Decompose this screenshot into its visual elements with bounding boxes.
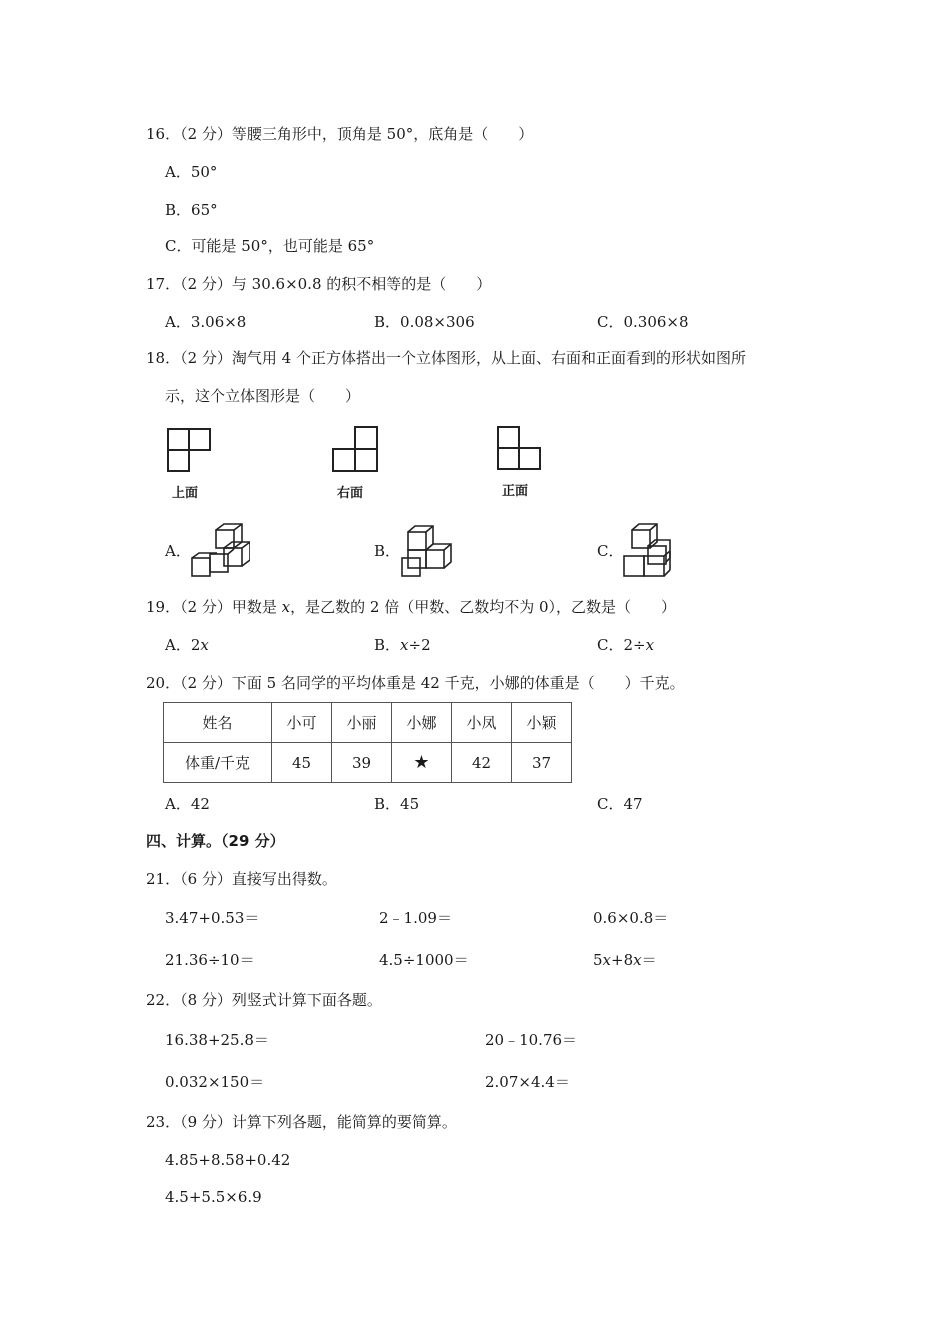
table-row	[164, 743, 572, 783]
q21-expr-3: 0.6×0.8＝	[593, 909, 669, 927]
q19-a-pre: A．2	[165, 636, 201, 654]
q18-option-c: C．	[597, 542, 624, 560]
q17-option-c: C．0.306×8	[597, 313, 689, 331]
table-cell: 小颖	[512, 703, 572, 743]
q19-stem	[146, 597, 676, 617]
q22-expr-4: 2.07×4.4＝	[485, 1073, 570, 1091]
q21-e6-b: +8	[611, 951, 634, 969]
q21-expr-6	[593, 950, 657, 970]
q16-option-a: A．50°	[165, 163, 218, 181]
weight-table	[163, 702, 572, 783]
table-cell: 37	[512, 743, 572, 783]
table-cell: 42	[452, 743, 512, 783]
q21-expr-1: 3.47+0.53＝	[165, 909, 260, 927]
q20-option-b: B．45	[374, 795, 420, 813]
top-view-label: 上面	[172, 486, 199, 501]
q21-e6-var2: x	[633, 951, 642, 969]
q23-stem: 23．（9 分）计算下列各题，能简算的要简算。	[146, 1113, 457, 1131]
q19-b-pre: B．	[374, 636, 401, 654]
q21-stem: 21．（6 分）直接写出得数。	[146, 870, 337, 888]
q17-option-b: B．0.08×306	[374, 313, 475, 331]
q19-variable: x	[281, 598, 291, 616]
q21-e6-c: ＝	[641, 951, 657, 969]
q19-stem-post: ，是乙数的 2 倍（甲数、乙数均不为 0），乙数是（ ）	[290, 598, 677, 616]
q19-a-var: x	[200, 636, 209, 654]
right-view-figure	[331, 425, 379, 473]
q22-expr-1: 16.38+25.8＝	[165, 1031, 269, 1049]
q22-expr-2: 20﹣10.76＝	[485, 1031, 578, 1049]
q17-stem: 17．（2 分）与 30.6×0.8 的积不相等的是（ ）	[146, 275, 492, 293]
option-c-cubes-figure	[622, 520, 672, 580]
right-view-label: 右面	[337, 486, 364, 501]
q19-b-var: x	[400, 636, 409, 654]
q19-option-b	[374, 635, 431, 655]
front-view-figure	[496, 425, 542, 471]
table-cell: 小娜	[392, 703, 452, 743]
front-view-label: 正面	[502, 484, 529, 499]
q20-option-a: A．42	[165, 795, 210, 813]
table-cell: 45	[272, 743, 332, 783]
q16-stem: 16．（2 分）等腰三角形中，顶角是 50°，底角是（ ）	[146, 125, 534, 143]
table-cell-star: ★	[392, 743, 452, 783]
q21-expr-5: 4.5÷1000＝	[379, 951, 469, 969]
q19-c-var: x	[645, 636, 655, 654]
table-row	[164, 703, 572, 743]
q19-c-pre: C．2÷	[597, 636, 646, 654]
q20-stem: 20．（2 分）下面 5 名同学的平均体重是 42 千克，小娜的体重是（ ）千克。	[146, 674, 685, 692]
table-cell: 小凤	[452, 703, 512, 743]
table-cell: 39	[332, 743, 392, 783]
q21-expr-4: 21.36÷10＝	[165, 951, 255, 969]
q22-expr-3: 0.032×150＝	[165, 1073, 265, 1091]
q21-expr-2: 2﹣1.09＝	[379, 909, 452, 927]
q19-option-c	[597, 635, 654, 655]
table-cell: 小可	[272, 703, 332, 743]
q23-expr-1: 4.85+8.58+0.42	[165, 1151, 291, 1169]
q21-e6-a: 5	[593, 951, 603, 969]
q18-stem-line2: 示，这个立体图形是（ ）	[165, 387, 361, 405]
q18-option-b: B．	[374, 542, 401, 560]
q16-option-b: B．65°	[165, 201, 218, 219]
section-heading: 四、计算。（29 分）	[146, 832, 285, 850]
q19-b-post: ÷2	[408, 636, 431, 654]
q21-e6-var1: x	[602, 951, 612, 969]
q19-stem-pre: 19．（2 分）甲数是	[146, 598, 282, 616]
option-b-cubes-figure	[400, 522, 458, 580]
table-cell: 体重/千克	[164, 743, 272, 783]
q23-expr-2: 4.5+5.5×6.9	[165, 1188, 262, 1206]
q20-option-c: C．47	[597, 795, 643, 813]
q18-option-a: A．	[165, 542, 191, 560]
option-a-cubes-figure	[190, 520, 250, 578]
q19-option-a	[165, 635, 209, 655]
table-cell: 姓名	[164, 703, 272, 743]
table-cell: 小丽	[332, 703, 392, 743]
top-view-figure	[166, 427, 212, 473]
q18-stem-line1: 18．（2 分）淘气用 4 个正方体搭出一个立体图形，从上面、右面和正面看到的形状如图所	[146, 349, 746, 367]
q16-option-c: C．可能是 50°，也可能是 65°	[165, 237, 375, 255]
q22-stem: 22．（8 分）列竖式计算下面各题。	[146, 991, 382, 1009]
q17-option-a: A．3.06×8	[165, 313, 247, 331]
